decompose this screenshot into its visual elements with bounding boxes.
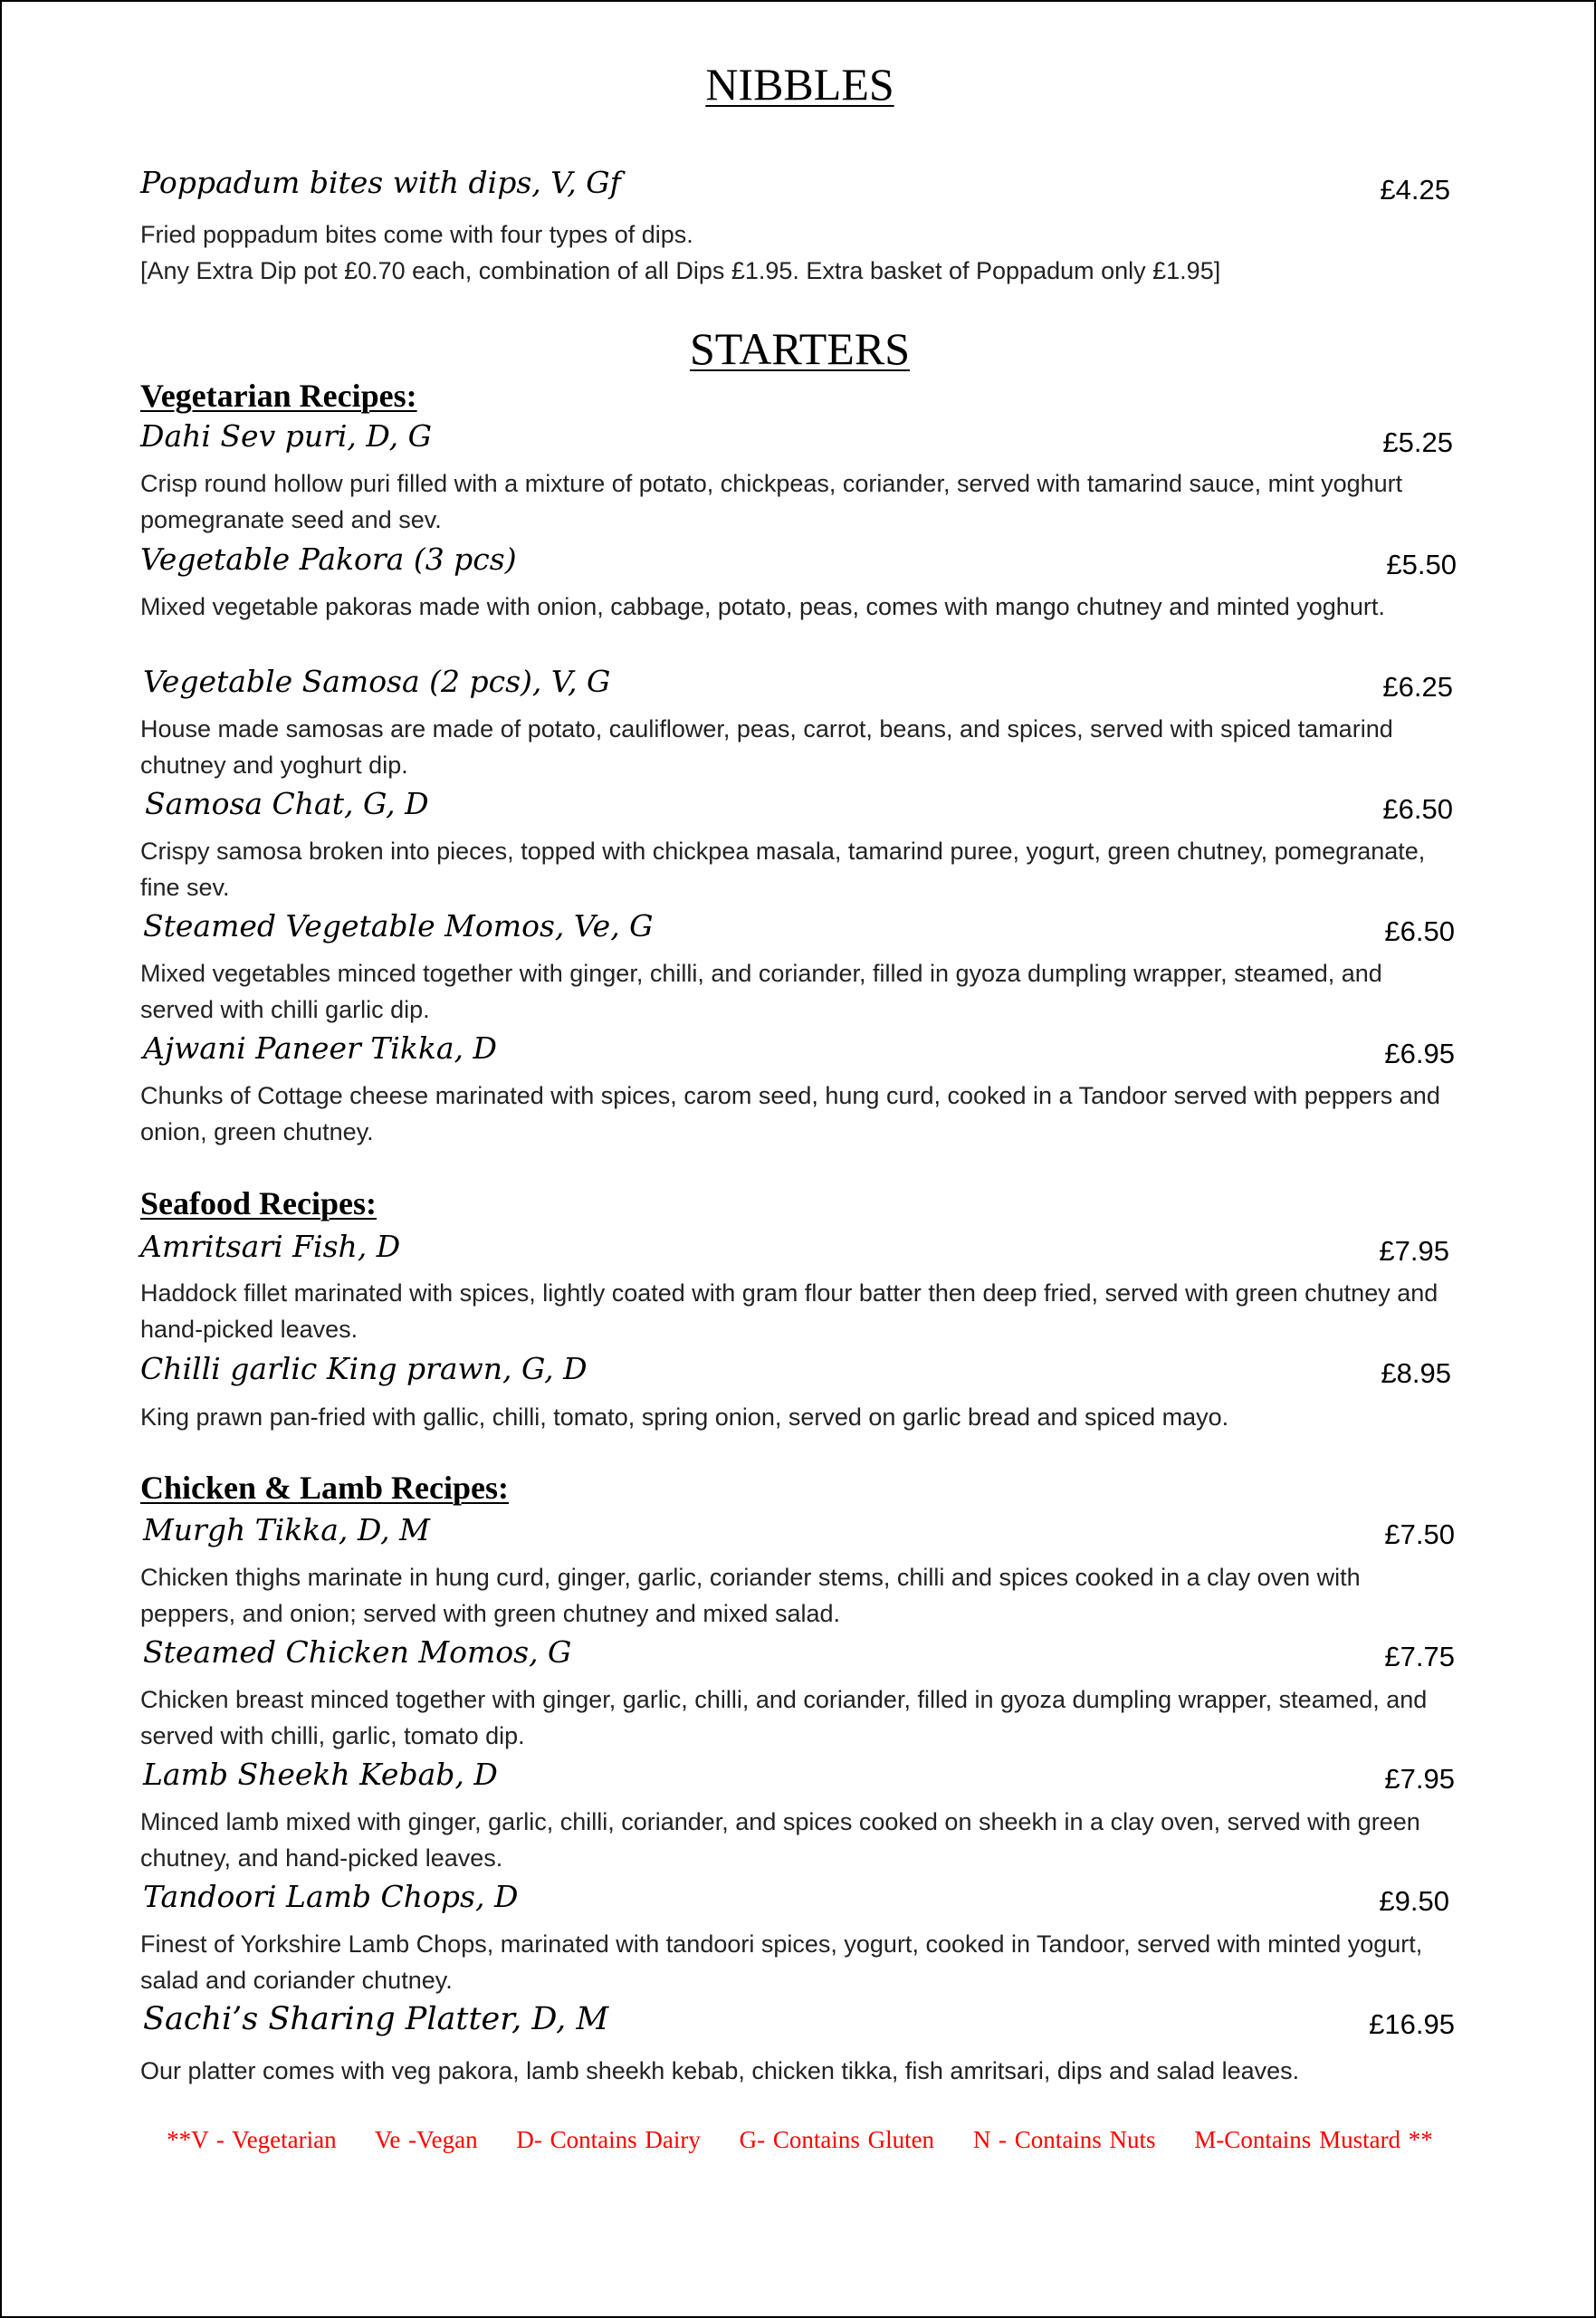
- menu-item-price: £7.95: [1384, 1763, 1455, 1795]
- starters-heading: STARTERS: [689, 323, 911, 374]
- menu-item-description: Chunks of Cottage cheese marinated with spices, carom seed, hung curd, cooked in a Tandoor served with peppers and onion, green chutney.: [140, 1082, 1440, 1145]
- menu-item-price: £9.50: [1379, 1885, 1449, 1917]
- menu-item-name: Sachi’s Sharing Platter, D, M: [143, 2001, 609, 2037]
- chicken-lamb-subheading: Chicken & Lamb Recipes:: [140, 1470, 509, 1506]
- menu-item-description: Minced lamb mixed with ginger, garlic, chilli, coriander, and spices cooked on sheekh in a clay oven, served with green chutney, and hand-picked leaves.: [140, 1808, 1420, 1872]
- menu-item-price: £5.25: [1382, 426, 1453, 458]
- menu-item-description: Mixed vegetable pakoras made with onion, cabbage, potato, peas, comes with mango chutney and minted yoghurt.: [140, 593, 1385, 620]
- menu-item-name: Ajwani Paneer Tikka, D: [143, 1030, 497, 1066]
- nibbles-heading: NIBBLES: [705, 59, 894, 110]
- seafood-subheading: Seafood Recipes:: [140, 1185, 377, 1221]
- menu-item-name: Murgh Tikka, D, M: [143, 1512, 430, 1547]
- menu-item-description: Crispy samosa broken into pieces, topped with chickpea masala, tamarind puree, yogurt, green chutney, pomegranate, fine sev.: [140, 838, 1426, 901]
- legend-gluten: G- Contains Gluten: [739, 2126, 935, 2153]
- menu-item-description: Mixed vegetables minced together with ginger, chilli, and coriander, filled in gyoza dumpling wrapper, steamed, and served with chilli garlic dip.: [140, 960, 1382, 1023]
- menu-item-name: Samosa Chat, G, D: [145, 786, 429, 821]
- menu-item-description: [Any Extra Dip pot £0.70 each, combination of all Dips £1.95. Extra basket of Poppadum only £1.95]: [140, 257, 1221, 284]
- vegetarian-subheading: Vegetarian Recipes:: [140, 378, 417, 414]
- legend-mustard: M-Contains Mustard **: [1194, 2126, 1433, 2153]
- menu-item-description: Haddock fillet marinated with spices, lightly coated with gram flour batter then deep fried, served with green chutney and hand-picked leaves.: [140, 1279, 1438, 1343]
- menu-item-description: Chicken thighs marinate in hung curd, ginger, garlic, coriander stems, chilli and spices cooked in a clay oven with peppers, and onion; served with green chutney and mixed salad.: [140, 1564, 1361, 1627]
- menu-item-price: £7.95: [1379, 1235, 1449, 1267]
- menu-item-description: House made samosas are made of potato, cauliflower, peas, carrot, beans, and spices, served with spiced tamarind chutney and yoghurt dip.: [140, 715, 1393, 779]
- menu-item-price: £5.50: [1386, 549, 1457, 580]
- menu-item-description: Finest of Yorkshire Lamb Chops, marinated with tandoori spices, yogurt, cooked in Tandoor, served with minted yogurt, salad and coriander chutney.: [140, 1930, 1423, 1994]
- menu-item-name: Chilli garlic King prawn, G, D: [140, 1351, 588, 1386]
- menu-item-price: £8.95: [1381, 1357, 1451, 1389]
- menu-item-description: Our platter comes with veg pakora, lamb sheekh kebab, chicken tikka, fish amritsari, dips and salad leaves.: [140, 2057, 1300, 2084]
- legend-vegetarian: **V - Vegetarian: [167, 2126, 337, 2153]
- menu-item-price: £6.50: [1384, 915, 1455, 947]
- menu-item-name: Vegetable Pakora (3 pcs): [140, 541, 517, 577]
- legend-vegan: Ve -Vegan: [374, 2126, 478, 2153]
- menu-item-name: Steamed Vegetable Momos, Ve, G: [143, 908, 654, 943]
- menu-item-price: £6.95: [1384, 1038, 1455, 1069]
- menu-item-name: Steamed Chicken Momos, G: [143, 1634, 572, 1670]
- menu-item-description: Chicken breast minced together with ginger, garlic, chilli, and coriander, filled in gyoza dumpling wrapper, steamed, and served with chilli, garlic, tomato dip.: [140, 1686, 1428, 1749]
- legend-nuts: N - Contains Nuts: [972, 2126, 1156, 2153]
- menu-item-price: £4.25: [1380, 174, 1450, 206]
- menu-item-name: Tandoori Lamb Chops, D: [143, 1879, 519, 1914]
- menu-item-description: Crisp round hollow puri filled with a mixture of potato, chickpeas, coriander, served with tamarind sauce, mint yoghurt pomegranate seed and sev.: [140, 470, 1403, 533]
- menu-item-name: Lamb Sheekh Kebab, D: [143, 1757, 498, 1792]
- menu-item-description: King prawn pan-fried with gallic, chilli, tomato, spring onion, served on garlic bread and spiced mayo.: [140, 1403, 1229, 1431]
- menu-item-price: £7.50: [1384, 1518, 1455, 1550]
- menu-item-price: £7.75: [1384, 1641, 1455, 1672]
- allergen-legend: [2, 2126, 1596, 2154]
- menu-item-name: Vegetable Samosa (2 pcs), V, G: [143, 664, 611, 699]
- menu-item-name: Amritsari Fish, D: [140, 1229, 401, 1264]
- menu-item-description: Fried poppadum bites come with four types of dips.: [140, 221, 693, 248]
- legend-dairy: D- Contains Dairy: [516, 2126, 701, 2153]
- menu-item-name: Dahi Sev puri, D, G: [140, 418, 433, 454]
- menu-item-price: £16.95: [1369, 2008, 1455, 2040]
- menu-item-price: £6.25: [1382, 671, 1453, 703]
- menu-item-name: Poppadum bites with dips, V, Gf: [140, 165, 621, 200]
- menu-item-price: £6.50: [1382, 793, 1453, 825]
